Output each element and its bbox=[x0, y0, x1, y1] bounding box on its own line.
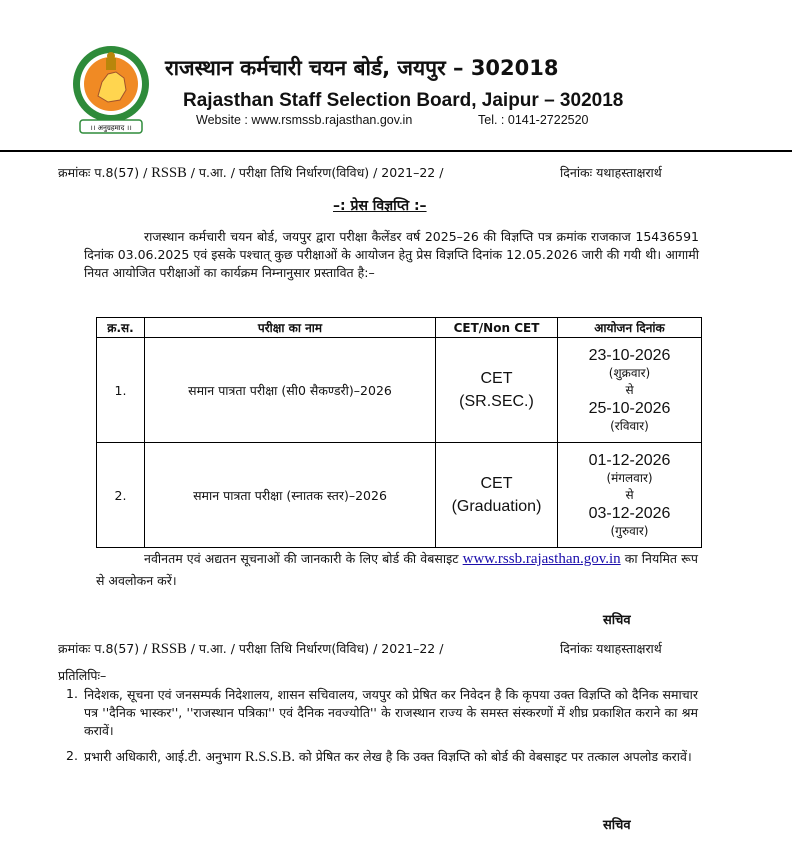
day-from: (शुक्रवार) bbox=[608, 365, 651, 380]
cet-level: (Graduation) bbox=[451, 498, 542, 515]
reference-suffix: / प.आ. / परीक्षा तिथि निर्धारण(विविध) / 2021–22 / bbox=[186, 641, 444, 656]
row-cet bbox=[436, 443, 558, 548]
table-row bbox=[97, 338, 702, 443]
day-to: (रविवार) bbox=[610, 418, 649, 433]
date-from: 01-12-2026 bbox=[588, 451, 671, 469]
reference-suffix: / प.आ. / परीक्षा तिथि निर्धारण(विविध) / 2021–22 / bbox=[186, 165, 444, 180]
header-divider bbox=[0, 150, 792, 152]
copy-item-text: निदेशक, सूचना एवं जनसम्पर्क निदेशालय, शासन सचिवालय, जयपुर को प्रेषित कर निवेदन है कि कृपया उक्त विज्ञप्ति को दैनिक समाचार पत्र ''दैनिक भास्कर'', ''राजस्थान पत्रिका'' एवं दैनिक नवज्योति'' के राजस्थान राज्य के समस्त संस्करणों में शीघ्र प्रकाशित कराने का श्रम करावें। bbox=[84, 687, 698, 738]
logo-ribbon-text: ।। अनुग्रहमाद ।। bbox=[90, 124, 132, 132]
header-website: Website : www.rsmssb.rajasthan.gov.in bbox=[196, 113, 413, 127]
header-cet: CET/Non CET bbox=[436, 318, 558, 338]
press-release-intro: राजस्थान कर्मचारी चयन बोर्ड, जयपुर द्वारा परीक्षा कैलेंडर वर्ष 2025–26 की विज्ञप्ति पत्र क्रमांक राजकाज 15436591 दिनांक 03.06.2025 एवं इसके पश्चात् कुछ परीक्षाओं के आयोजन हेतु प्रेस विज्ञप्ति दिनांक 12.05.2026 जारी की गयी थी। आगामी नियत आयोजित परीक्षाओं का कार्यक्रम निम्नानुसार प्रस्तावित है:– bbox=[84, 229, 699, 280]
header-exam-date: आयोजन दिनांक bbox=[558, 318, 702, 338]
date-to: 25-10-2026 bbox=[588, 399, 671, 417]
note-text-before: नवीनतम एवं अद्यतन सूचनाओं की जानकारी के लिए बोर्ड की वेबसाइट bbox=[144, 551, 463, 566]
reference-number-copy bbox=[58, 640, 443, 658]
copy-item-rssb: R.S.S.B. bbox=[244, 749, 295, 765]
date-to: 03-12-2026 bbox=[588, 504, 671, 522]
header-title-hindi: राजस्थान कर्मचारी चयन बोर्ड, जयपुर – 302018 bbox=[165, 56, 559, 80]
header-telephone: Tel. : 0141-2722520 bbox=[478, 113, 589, 127]
day-to: (गुरुवार) bbox=[610, 523, 649, 538]
reference-prefix: क्रमांकः प.8(57) / bbox=[58, 641, 152, 656]
table-row bbox=[97, 443, 702, 548]
copy-item-text-before: प्रभारी अधिकारी, आई.टी. अनुभाग bbox=[84, 749, 245, 764]
copy-item-number: 1. bbox=[66, 686, 78, 701]
copy-item-text bbox=[84, 748, 698, 766]
cet-type: CET bbox=[480, 475, 513, 492]
website-note bbox=[96, 548, 698, 591]
reference-date: दिनांकः यथाहस्ताक्षरार्थ bbox=[560, 165, 662, 180]
reference-number bbox=[58, 164, 443, 182]
copy-item-text-after: को प्रेषित कर लेख है कि उक्त विज्ञप्ति को बोर्ड की वेबसाइट पर तत्काल अपलोड करावें। bbox=[294, 749, 692, 764]
header-title-english: Rajasthan Staff Selection Board, Jaipur – 302018 bbox=[183, 90, 624, 111]
cet-type: CET bbox=[480, 370, 513, 387]
date-separator: से bbox=[625, 487, 634, 502]
row-exam-date bbox=[558, 443, 702, 548]
press-release-title: –: प्रेस विज्ञप्ति :– bbox=[333, 198, 427, 214]
header-exam-name: परीक्षा का नाम bbox=[145, 318, 436, 338]
date-from: 23-10-2026 bbox=[588, 346, 671, 364]
row-exam-date bbox=[558, 338, 702, 443]
cet-level: (SR.SEC.) bbox=[459, 393, 534, 410]
row-exam-name: समान पात्रता परीक्षा (सी0 सैकण्डरी)–2026 bbox=[145, 338, 436, 443]
table-header-row bbox=[97, 318, 702, 338]
reference-rssb: RSSB bbox=[151, 641, 187, 657]
day-from: (मंगलवार) bbox=[606, 470, 653, 485]
date-separator: से bbox=[625, 382, 634, 397]
signature-secretary-copy: सचिव bbox=[603, 818, 631, 833]
copy-item-number: 2. bbox=[66, 748, 78, 763]
row-serial: 2. bbox=[97, 443, 145, 548]
rssb-logo bbox=[70, 44, 152, 136]
row-cet bbox=[436, 338, 558, 443]
reference-prefix: क्रमांकः प.8(57) / bbox=[58, 165, 152, 180]
row-serial: 1. bbox=[97, 338, 145, 443]
website-link[interactable]: www.rssb.rajasthan.gov.in bbox=[462, 551, 621, 567]
signature-secretary: सचिव bbox=[603, 613, 631, 628]
note-text-after: का नियमित रूप से अवलोकन करें। bbox=[96, 551, 698, 588]
exam-schedule-table bbox=[96, 317, 702, 548]
header-serial: क्र.स. bbox=[97, 318, 145, 338]
row-exam-name: समान पात्रता परीक्षा (स्नातक स्तर)–2026 bbox=[145, 443, 436, 548]
reference-rssb: RSSB bbox=[151, 165, 187, 181]
copy-to-label: प्रतिलिपिः– bbox=[58, 668, 107, 683]
reference-date-copy: दिनांकः यथाहस्ताक्षरार्थ bbox=[560, 641, 662, 656]
